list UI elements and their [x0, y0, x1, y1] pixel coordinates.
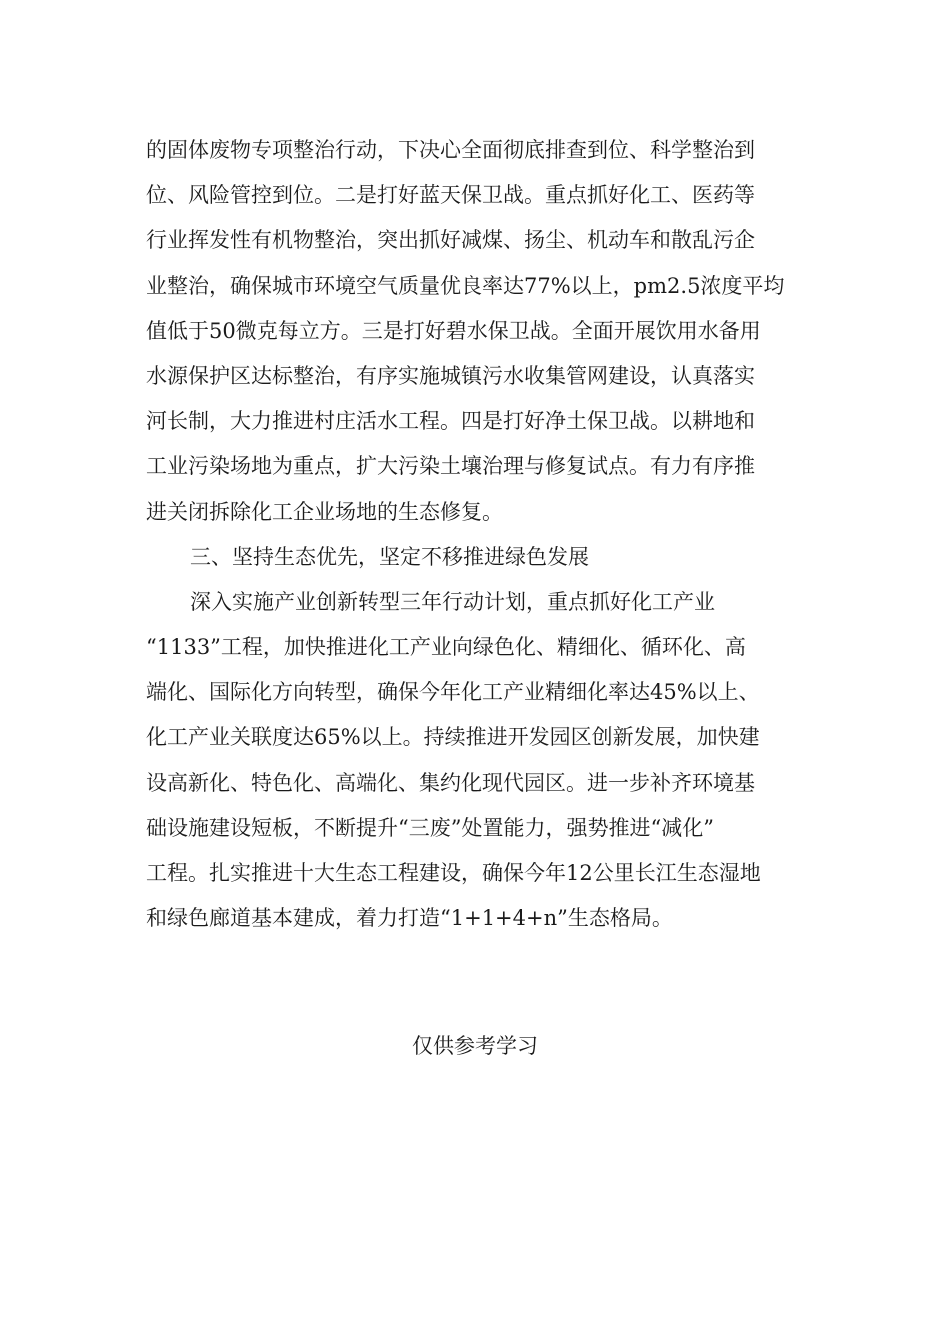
text-line: 设高新化、特色化、高端化、集约化现代园区。进一步补齐环境基: [146, 770, 755, 795]
text-line: 和绿色廊道基本建成，着力打造“1+1+4+n”生态格局。: [146, 906, 673, 931]
text-line: “1133”工程，加快推进化工产业向绿色化、精细化、循环化、高: [146, 635, 746, 660]
text-line: 深入实施产业创新转型三年行动计划，重点抓好化工产业: [190, 589, 715, 614]
section-heading: 三、坚持生态优先，坚定不移推进绿色发展: [190, 544, 589, 569]
text-line: 端化、国际化方向转型，确保今年化工产业精细化率达45%以上、: [146, 680, 760, 705]
footer-note: 仅供参考学习: [412, 1034, 538, 1058]
body-text: [146, 128, 806, 941]
text-line: 业整治，确保城市环境空气质量优良率达77%以上，pm2.5浓度平均: [146, 273, 785, 298]
text-line: 工程。扎实推进十大生态工程建设，确保今年12公里长江生态湿地: [146, 861, 761, 885]
text-line: 化工产业关联度达65%以上。持续推进开发园区创新发展，加快建: [146, 725, 760, 750]
text-line: 进关闭拆除化工企业场地的生态修复。: [146, 499, 503, 524]
text-line: 水源保护区达标整治，有序实施城镇污水收集管网建设，认真落实: [146, 363, 755, 388]
text-line: 工业污染场地为重点，扩大污染土壤治理与修复试点。有力有序推: [146, 454, 755, 479]
text-line: 值低于50微克每立方。三是打好碧水保卫战。全面开展饮用水备用: [146, 318, 761, 343]
text-line: 行业挥发性有机物整治，突出抓好减煤、扬尘、机动车和散乱污企: [146, 228, 755, 253]
text-line: 河长制，大力推进村庄活水工程。四是打好净土保卫战。以耕地和: [146, 409, 755, 434]
text-line: 础设施建设短板，不断提升“三废”处置能力，强势推进“减化”: [146, 815, 714, 840]
text-line: 的固体废物专项整治行动，下决心全面彻底排查到位、科学整治到: [146, 138, 755, 162]
text-line: 位、风险管控到位。二是打好蓝天保卫战。重点抓好化工、医药等: [146, 183, 755, 208]
